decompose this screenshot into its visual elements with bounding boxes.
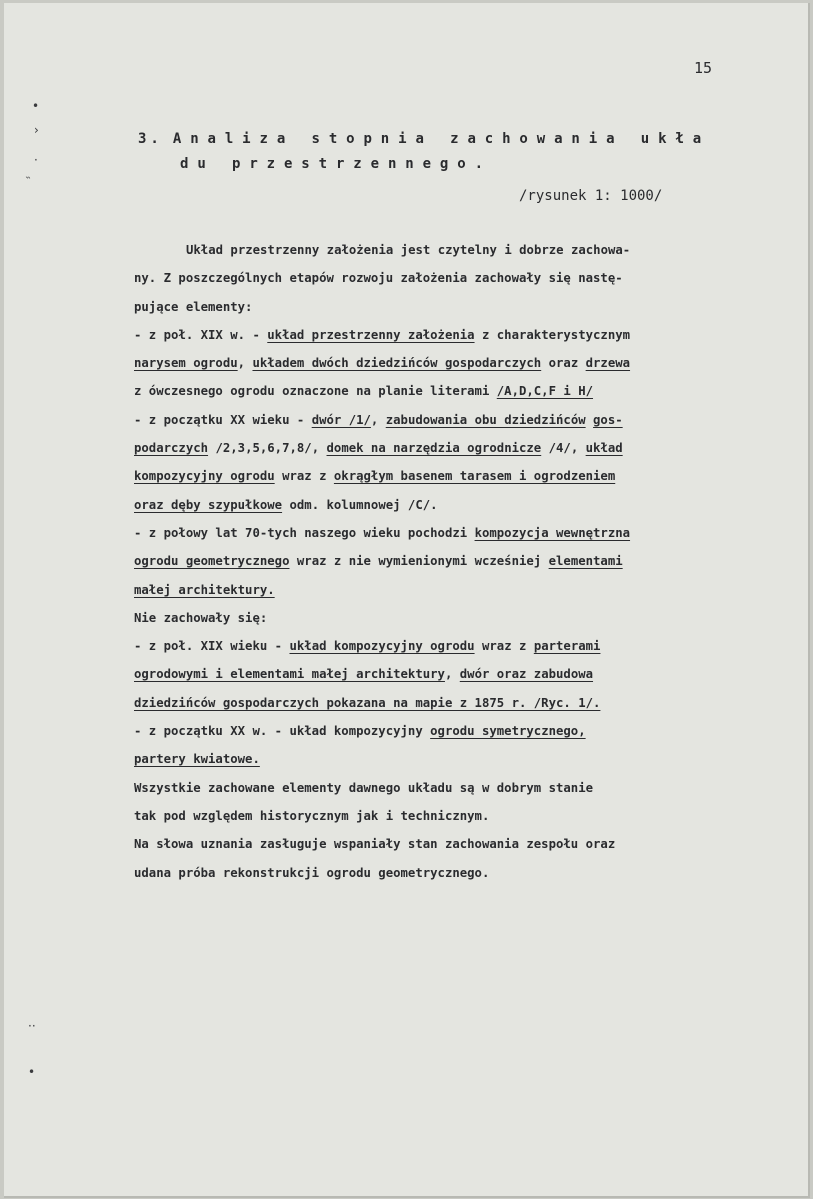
text-line: - z poł. XIX w. - układ przestrzenny założenia z charakterystycznym (134, 327, 631, 342)
text-line: podarczych /2,3,5,6,7,8/, domek na narzędzia ogrodnicze /4/, układ (134, 441, 623, 456)
text-line: - z połowy lat 70-tych naszego wieku pochodzi kompozycja wewnętrzna (134, 525, 631, 540)
text-line: Wszystkie zachowane elementy dawnego układu są w dobrym stanie (134, 780, 594, 795)
body-text (134, 236, 806, 887)
text-line: oraz dęby szypułkowe odm. kolumnowej /C/. (134, 497, 438, 512)
underlined-term: układ (585, 441, 623, 456)
text-line (134, 576, 806, 604)
underlined-term: dwór oraz zabudowa (459, 667, 594, 682)
underlined-term: podarczych (134, 441, 209, 456)
section-title-line-1: Analiza stopnia zachowania ukła (172, 131, 711, 147)
underlined-term: układ przestrzenny założenia (267, 327, 475, 342)
text-line: udana próba rekonstrukcji ogrodu geometrycznego. (134, 865, 490, 880)
underlined-term: kompozycja wewnętrzna (474, 525, 631, 540)
underlined-term: dwór /1/ (311, 412, 371, 427)
underlined-term: oraz dęby szypułkowe (134, 497, 283, 512)
underlined-term: okrągłym basenem tarasem i ogrodzeniem (333, 469, 616, 484)
underlined-term: /A,D,C,F i H/ (496, 384, 594, 399)
underlined-term: domek na narzędzia ogrodnicze (326, 441, 542, 456)
text-line: - z początku XX w. - układ kompozycyjny ogrodu symetrycznego, (134, 724, 586, 739)
section-number: 3. (138, 131, 163, 147)
underlined-term: partery kwiatowe. (134, 752, 260, 767)
underlined-term: narysem ogrodu (134, 356, 238, 371)
margin-dot: • (32, 99, 40, 113)
text-line: z ówczesnego ogrodu oznaczone na planie literami /A,D,C,F i H/ (134, 384, 594, 399)
text-line: - z poł. XIX wieku - układ kompozycyjny ogrodu wraz z parterami (134, 639, 601, 654)
margin-dot: • (28, 1065, 36, 1079)
text-line: ogrodowymi i elementami małej architektury, dwór oraz zabudowa (134, 667, 594, 682)
underlined-term: układem dwóch dziedzińców gospodarczych (252, 356, 542, 371)
text-line (134, 745, 806, 773)
text-line: - z początku XX wieku - dwór /1/, zabudowania obu dziedzińców gos- (134, 412, 623, 427)
text-line (134, 689, 806, 717)
section-title-line-2: du przestrzennego. (180, 156, 492, 172)
text-line: ny. Z poszczególnych etapów rozwoju założenia zachowały się nastę- (134, 271, 623, 286)
underlined-term: ogrodu geometrycznego (134, 554, 290, 569)
underlined-term: ogrodowymi i elementami małej architektury (134, 667, 445, 682)
underlined-term: kompozycyjny ogrodu (134, 469, 275, 484)
underlined-term: małej architektury. (134, 582, 275, 597)
text-line: narysem ogrodu, układem dwóch dziedzińców gospodarczych oraz drzewa (134, 356, 631, 371)
drawing-scale: /rysunek 1: 1000/ (519, 188, 663, 204)
underlined-term: parterami (533, 639, 601, 654)
document-page (4, 3, 810, 1198)
underlined-term: dziedzińców gospodarczych pokazana na mapie z 1875 r. /Ryc. 1/. (134, 695, 601, 710)
underlined-term: drzewa (585, 356, 631, 371)
underlined-term: ogrodu symetrycznego, (430, 724, 586, 739)
underlined-term: zabudowania obu dziedzińców (385, 412, 586, 427)
text-line: Na słowa uznania zasługuje wspaniały stan zachowania zespołu oraz (134, 837, 616, 852)
text-line: ogrodu geometrycznego wraz z nie wymienionymi wcześniej elementami (134, 554, 623, 569)
text-line: Nie zachowały się: (134, 610, 268, 625)
margin-mark-dots: ·· (28, 1019, 36, 1033)
section-heading (138, 127, 710, 177)
underlined-term: gos- (593, 412, 623, 427)
text-line: Układ przestrzenny założenia jest czytelny i dobrze zachowa- (186, 243, 631, 257)
margin-mark-tick: › (34, 123, 39, 137)
page-number: 15 (694, 59, 713, 77)
text-line: tak pod względem historycznym jak i technicznym. (134, 808, 490, 823)
underlined-term: elementami (548, 554, 623, 569)
margin-mark-tick: ˵ (26, 169, 30, 183)
underlined-term: układ kompozycyjny ogrodu (289, 639, 475, 654)
text-line: pujące elementy: (134, 299, 253, 314)
margin-mark-tick: · (34, 153, 38, 167)
text-line: kompozycyjny ogrodu wraz z okrągłym basenem tarasem i ogrodzeniem (134, 469, 616, 484)
